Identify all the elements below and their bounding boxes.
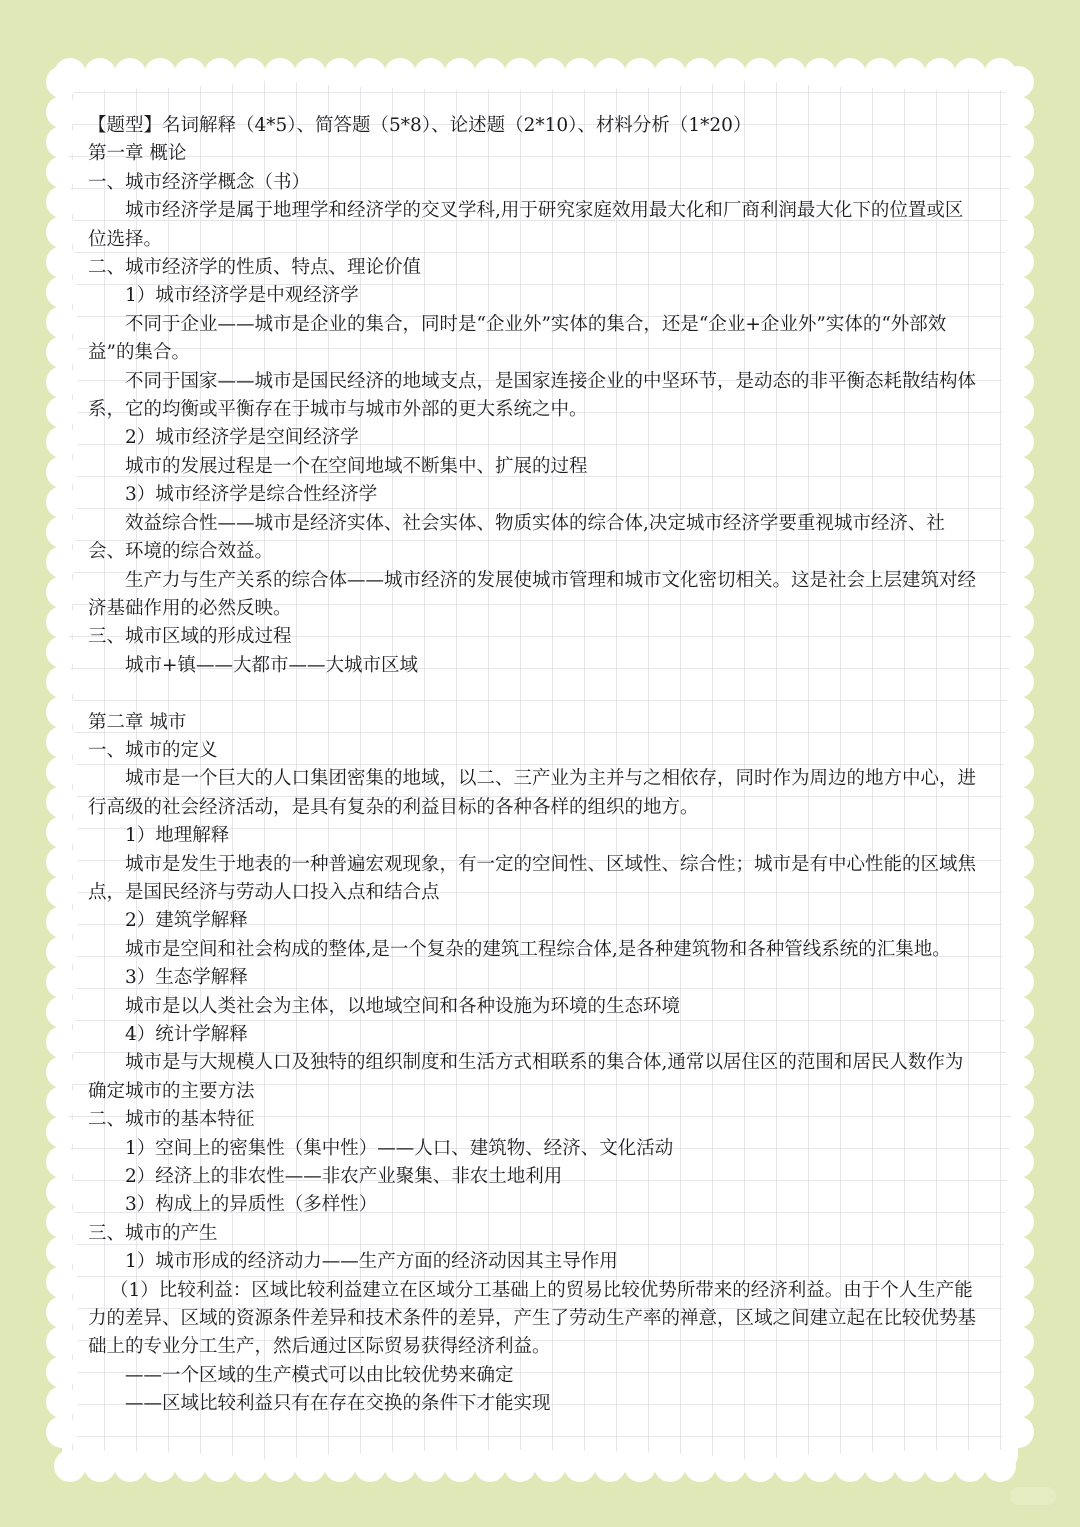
subsection-heading: 4）统计学解释 xyxy=(125,1023,248,1045)
paragraph: 城市是发生于地表的一种普遍宏观现象，有一定的空间性、区域性、综合性；城市是有中心性能的区域焦点，是国民经济与劳动人口投入点和结合点 xyxy=(88,853,977,903)
list-item: 3）构成上的异质性（多样性） xyxy=(125,1194,378,1216)
document-body xyxy=(88,112,980,1419)
paragraph: ——区域比较利益只有在存在交换的条件下才能实现 xyxy=(125,1393,551,1415)
chapter-2-title: 第二章 城市 xyxy=(88,711,187,733)
paragraph: 城市是与大规模人口及独特的组织制度和生活方式相联系的集合体,通常以居住区的范围和居民人数作为确定城市的主要方法 xyxy=(88,1052,964,1102)
paragraph: 不同于企业——城市是企业的集合，同时是“企业外”实体的集合，还是“企业+企业外”实体的“外部效益”的集合。 xyxy=(88,313,947,364)
section-heading: 二、城市的基本特征 xyxy=(88,1109,255,1131)
section-heading: 一、城市的定义 xyxy=(88,739,218,761)
chapter-1-title: 第一章 概论 xyxy=(88,143,187,165)
subsection-heading: 1）城市形成的经济动力——生产方面的经济动因其主导作用 xyxy=(125,1251,618,1273)
section-heading: 一、城市经济学概念（书） xyxy=(88,171,311,193)
section-heading: 三、城市区域的形成过程 xyxy=(88,626,292,648)
paragraph: ——一个区域的生产模式可以由比较优势来确定 xyxy=(125,1364,514,1386)
paragraph: （1）比较利益：区域比较利益建立在区域分工基础上的贸易比较优势所带来的经济利益。由于个人生产能力的差异、区域的资源条件差异和技术条件的差异，产生了劳动生产率的禅意，区域之间建立起在比较优势基础上的专业分工生产，然后通过区际贸易获得经济利益。 xyxy=(88,1279,977,1358)
paragraph: 城市是以人类社会为主体，以地域空间和各种设施为环境的生态环境 xyxy=(125,995,681,1017)
subsection-heading: 1）地理解释 xyxy=(125,825,230,847)
subsection-heading: 1）城市经济学是中观经济学 xyxy=(125,285,359,307)
list-item: 1）空间上的密集性（集中性）——人口、建筑物、经济、文化活动 xyxy=(125,1137,674,1159)
watermark-badge xyxy=(1010,1487,1056,1505)
paragraph: 城市是一个巨大的人口集团密集的地域，以二、三产业为主并与之相依存，同时作为周边的地方中心，进行高级的社会经济活动，是具有复杂的利益目标的各种各样的组织的地方。 xyxy=(88,768,977,818)
paragraph: 生产力与生产关系的综合体——城市经济的发展使城市管理和城市文化密切相关。这是社会上层建筑对经济基础作用的必然反映。 xyxy=(88,569,977,619)
paragraph: 城市经济学是属于地理学和经济学的交叉学科,用于研究家庭效用最大化和厂商利润最大化下的位置或区位选择。 xyxy=(88,200,964,250)
paragraph: 城市+镇——大都市——大城市区域 xyxy=(125,654,419,676)
paragraph: 效益综合性——城市是经济实体、社会实体、物质实体的综合体,决定城市经济学要重视城市经济、社会、环境的综合效益。 xyxy=(88,512,945,563)
section-heading: 三、城市的产生 xyxy=(88,1222,218,1244)
question-types-line: 【题型】名词解释（4*5）、简答题（5*8）、论述题（2*10）、材料分析（1*20） xyxy=(88,115,752,136)
subsection-heading: 3）城市经济学是综合性经济学 xyxy=(125,484,378,506)
spacer xyxy=(88,680,980,708)
section-heading: 二、城市经济学的性质、特点、理论价值 xyxy=(88,257,422,279)
subsection-heading: 2）城市经济学是空间经济学 xyxy=(125,427,359,449)
subsection-heading: 3）生态学解释 xyxy=(125,967,248,989)
paragraph: 城市的发展过程是一个在空间地域不断集中、扩展的过程 xyxy=(125,455,588,477)
paragraph: 不同于国家——城市是国民经济的地域支点，是国家连接企业的中坚环节，是动态的非平衡态耗散结构体系，它的均衡或平衡存在于城市与城市外部的更大系统之中。 xyxy=(88,370,977,421)
list-item: 2）经济上的非农性——非农产业聚集、非农土地利用 xyxy=(125,1166,563,1188)
paragraph: 城市是空间和社会构成的整体,是一个复杂的建筑工程综合体,是各种建筑物和各种管线系统的汇集地。 xyxy=(125,938,951,960)
subsection-heading: 2）建筑学解释 xyxy=(125,910,248,932)
